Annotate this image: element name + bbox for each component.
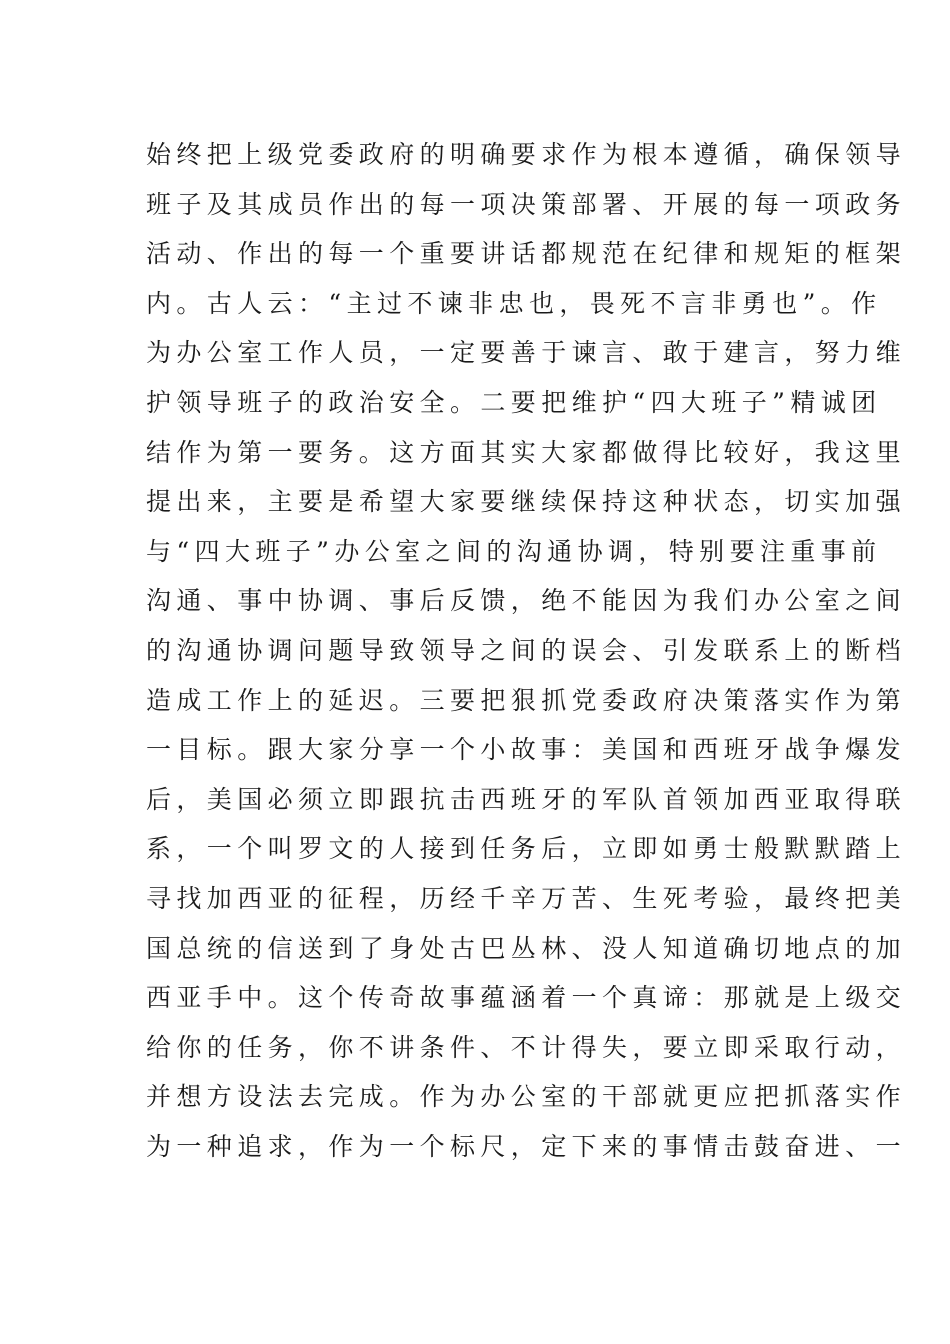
text-line: 为一种追求，作为一个标尺，定下来的事情击鼓奋进、一 xyxy=(146,1131,907,1161)
text-line: 并想方设法去完成。作为办公室的干部就更应把抓落实作 xyxy=(146,1082,907,1112)
text-line: 给你的任务，你不讲条件、不计得失，要立即采取行动， xyxy=(146,1032,907,1062)
text-line: 寻找加西亚的征程，历经千辛万苦、生死考验，最终把美 xyxy=(146,883,907,913)
text-line: 西亚手中。这个传奇故事蕴涵着一个真谛：那就是上级交 xyxy=(146,983,907,1013)
text-line: 活动、作出的每一个重要讲话都规范在纪律和规矩的框架 xyxy=(146,239,907,269)
text-line: 后，美国必须立即跟抗击西班牙的军队首领加西亚取得联 xyxy=(146,784,907,814)
text-line: 为办公室工作人员，一定要善于谏言、敢于建言，努力维 xyxy=(146,338,907,368)
text-line: 与“四大班子”办公室之间的沟通协调，特别要注重事前 xyxy=(146,536,882,566)
text-line: 造成工作上的延迟。三要把狠抓党委政府决策落实作为第 xyxy=(146,685,907,715)
text-line: 班子及其成员作出的每一项决策部署、开展的每一项政务 xyxy=(146,189,907,219)
text-line: 结作为第一要务。这方面其实大家都做得比较好，我这里 xyxy=(146,437,907,467)
text-line: 内。古人云：“主过不谏非忠也，畏死不言非勇也”。作 xyxy=(146,288,882,318)
text-line: 沟通、事中协调、事后反馈，绝不能因为我们办公室之间 xyxy=(146,586,907,616)
text-line: 一目标。跟大家分享一个小故事：美国和西班牙战争爆发 xyxy=(146,735,907,765)
text-line: 护领导班子的政治安全。二要把维护“四大班子”精诚团 xyxy=(146,387,882,417)
text-line: 始终把上级党委政府的明确要求作为根本遵循，确保领导 xyxy=(146,140,907,169)
body-text xyxy=(146,130,907,1171)
text-line: 国总统的信送到了身处古巴丛林、没人知道确切地点的加 xyxy=(146,933,907,963)
text-line: 的沟通协调问题导致领导之间的误会、引发联系上的断档 xyxy=(146,635,907,665)
text-line: 系，一个叫罗文的人接到任务后，立即如勇士般默默踏上 xyxy=(146,834,907,864)
text-line: 提出来，主要是希望大家要继续保持这种状态，切实加强 xyxy=(146,487,907,517)
